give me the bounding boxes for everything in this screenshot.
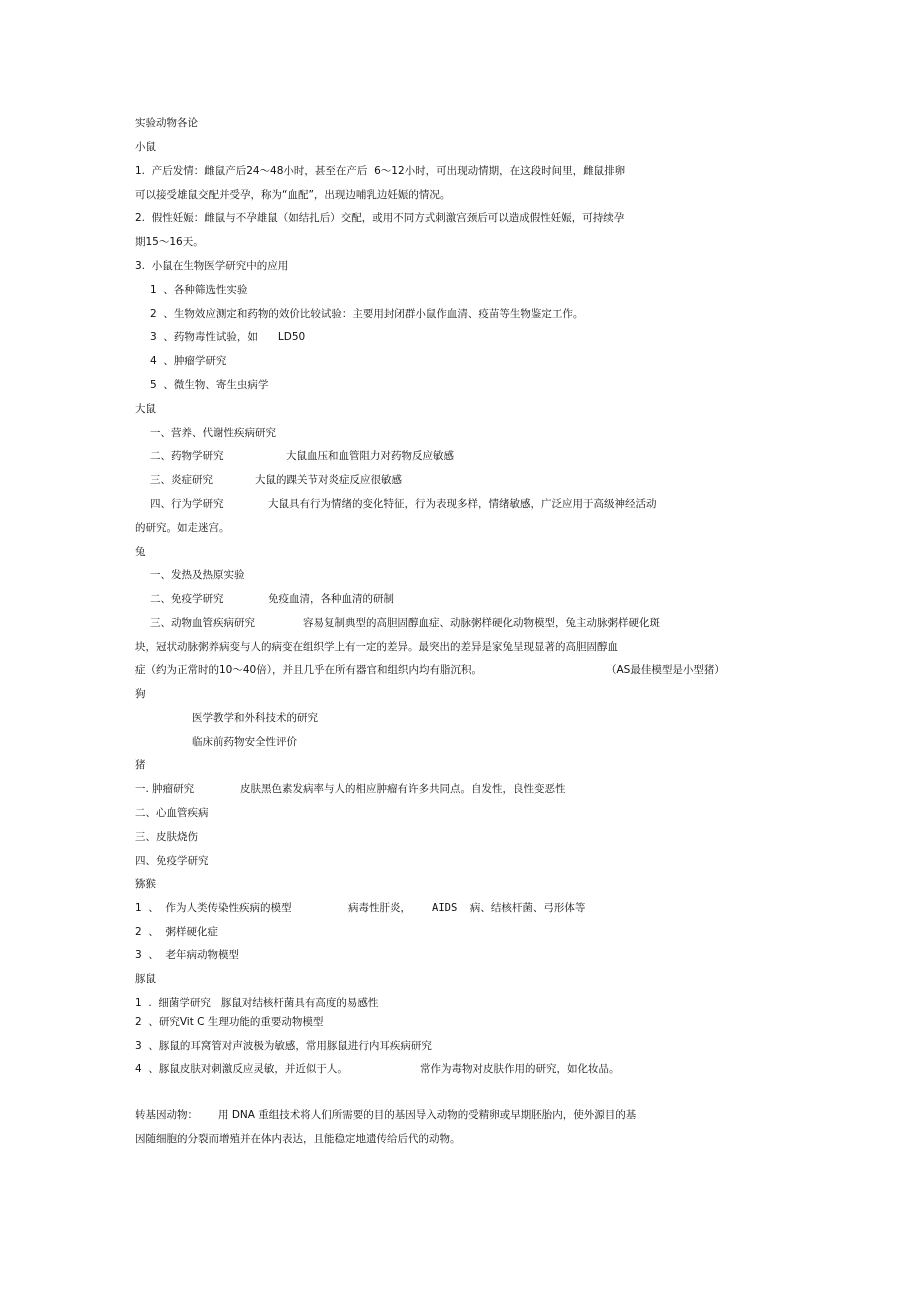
list-item: 三、皮肤烧伤 bbox=[135, 831, 198, 843]
section-heading-guinea-pig: 豚鼠 bbox=[135, 973, 156, 985]
section-heading-monkey: 猕猴 bbox=[135, 878, 156, 890]
list-item: 1 . 细菌学研究 豚鼠对结核杆菌具有高度的易感性 bbox=[135, 997, 379, 1009]
paragraph-note: （AS最佳模型是小型猪） bbox=[606, 664, 725, 676]
definition-term: 转基因动物： bbox=[135, 1109, 198, 1121]
list-item: 3 、豚鼠的耳窝管对声波极为敏感，常用豚鼠进行内耳疾病研究 bbox=[135, 1040, 432, 1052]
list-item: 3 、药物毒性试验，如 LD50 bbox=[150, 331, 306, 343]
section-heading-rat: 大鼠 bbox=[135, 403, 156, 415]
list-item-label: 二、药物学研究 bbox=[150, 450, 224, 462]
list-item-text: 大鼠的踝关节对炎症反应很敏感 bbox=[255, 474, 402, 486]
list-item-label: 一. 肿瘤研究 bbox=[135, 783, 195, 795]
list-item: 3 、 老年病动物模型 bbox=[135, 949, 240, 961]
list-item-text: 皮肤黑色素发病率与人的相应肿瘤有许多共同点。自发性，良性变恶性 bbox=[240, 783, 566, 795]
list-item-label: 二、免疫学研究 bbox=[150, 593, 224, 605]
section-heading-pig: 猪 bbox=[135, 759, 146, 771]
list-item-label: 三、动物血管疾病研究 bbox=[150, 617, 255, 629]
list-item-text: 病毒性肝炎， bbox=[348, 902, 411, 914]
list-item: 1 、各种筛选性实验 bbox=[150, 284, 248, 296]
list-item: 2 、研究Vit C 生理功能的重要动物模型 bbox=[135, 1016, 324, 1028]
section-heading-dog: 狗 bbox=[135, 688, 146, 700]
list-item: 临床前药物安全性评价 bbox=[192, 736, 297, 748]
document-title: 实验动物各论 bbox=[135, 117, 198, 129]
list-item: 5 、微生物、寄生虫病学 bbox=[150, 379, 269, 391]
paragraph-line: 的研究。如走迷宫。 bbox=[135, 522, 230, 534]
section-heading-rabbit: 兔 bbox=[135, 546, 146, 558]
list-item-label: 四、行为学研究 bbox=[150, 498, 224, 510]
definition-text: 用 DNA 重组技术将人们所需要的目的基因导入动物的受精卵或早期胚胎内，使外源目的基 bbox=[218, 1109, 637, 1121]
list-item-text: AIDS 病、结核杆菌、弓形体等 bbox=[432, 902, 586, 914]
list-item-label: 1 、 作为人类传染性疾病的模型 bbox=[135, 902, 292, 914]
section-heading-mouse: 小鼠 bbox=[135, 141, 156, 153]
paragraph-line: 期15～16天。 bbox=[135, 236, 204, 248]
list-item: 一、营养、代谢性疾病研究 bbox=[150, 427, 276, 439]
list-item-text: 免疫血清，各种血清的研制 bbox=[268, 593, 394, 605]
list-item: 医学教学和外科技术的研究 bbox=[192, 712, 318, 724]
list-item-text: 容易复制典型的高胆固醇血症、动脉粥样硬化动物模型，兔主动脉粥样硬化斑 bbox=[303, 617, 660, 629]
list-item: 二、心血管疾病 bbox=[135, 807, 209, 819]
paragraph-line: 2. 假性妊娠：雌鼠与不孕雄鼠（如结扎后）交配，或用不同方式刺激宫颈后可以造成假性妊娠，可持续孕 bbox=[135, 212, 625, 224]
list-item: 一、发热及热原实验 bbox=[150, 569, 245, 581]
paragraph-line: 可以接受雄鼠交配并受孕，称为“血配”，出现边哺乳边妊娠的情况。 bbox=[135, 189, 451, 201]
list-item: 2 、 粥样硬化症 bbox=[135, 926, 219, 938]
list-item: 4 、肿瘤学研究 bbox=[150, 355, 227, 367]
list-item: 四、免疫学研究 bbox=[135, 855, 209, 867]
list-item-text: 大鼠具有行为情绪的变化特征，行为表现多样，情绪敏感，广泛应用于高级神经活动 bbox=[268, 498, 657, 510]
list-item-text: 大鼠血压和血管阻力对药物反应敏感 bbox=[286, 450, 454, 462]
list-item: 2 、生物效应测定和药物的效价比较试验：主要用封闭群小鼠作血清、疫苗等生物鉴定工作。 bbox=[150, 308, 584, 320]
list-item-label: 三、炎症研究 bbox=[150, 474, 213, 486]
list-item-text: 常作为毒物对皮肤作用的研究，如化妆品。 bbox=[420, 1063, 620, 1075]
paragraph-line: 块，冠状动脉粥养病变与人的病变在组织学上有一定的差异。最突出的差异是家兔呈现显著的高胆固醇血 bbox=[135, 641, 618, 653]
definition-text: 因随细胞的分裂而增殖并在体内表达，且能稳定地遗传给后代的动物。 bbox=[135, 1133, 461, 1145]
paragraph-line: 1. 产后发情：雌鼠产后24～48小时，甚至在产后 6～12小时，可出现动情期，在这段时间里，雌鼠排卵 bbox=[135, 165, 626, 177]
paragraph-line: 3. 小鼠在生物医学研究中的应用 bbox=[135, 260, 289, 272]
list-item-label: 4 、豚鼠皮肤对刺激反应灵敏，并近似于人。 bbox=[135, 1063, 348, 1075]
paragraph-line: 症（约为正常时的10～40倍），并且几乎在所有器官和组织内均有脂沉积。 bbox=[135, 664, 482, 676]
